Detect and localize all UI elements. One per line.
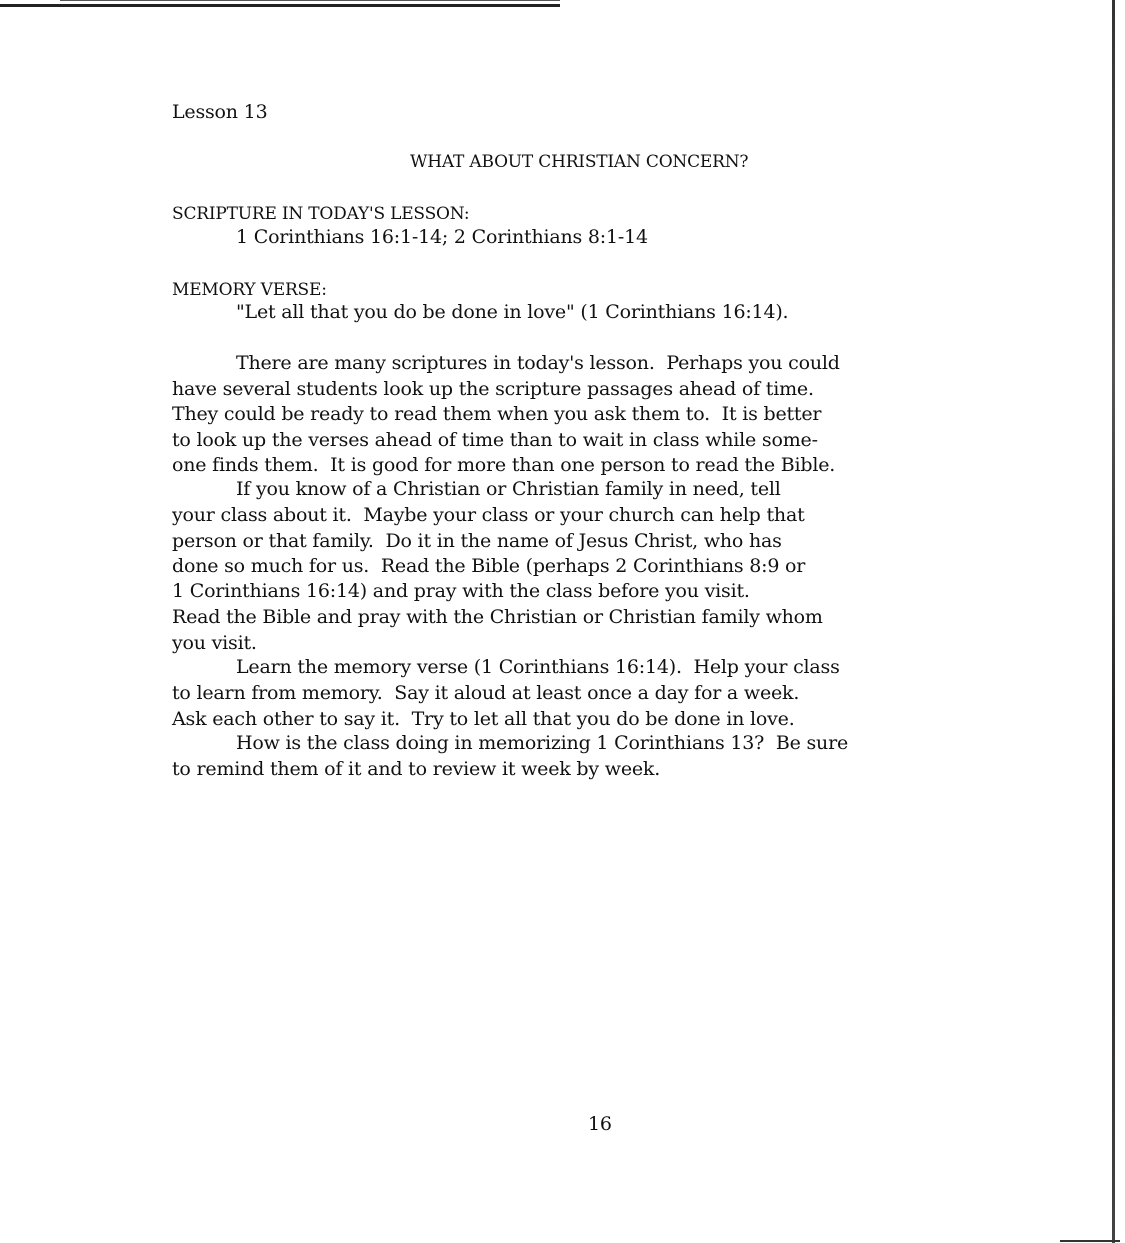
scripture-refs: 1 Corinthians 16:1-14; 2 Corinthians 8:1-14 — [236, 226, 648, 248]
scan-top-rule-thin — [60, 0, 560, 1]
body-line: have several students look up the scripture passages ahead of time. — [172, 378, 814, 400]
body-line: to look up the verses ahead of time than to wait in class while some- — [172, 429, 818, 451]
body-line: person or that family. Do it in the name of Jesus Christ, who has — [172, 530, 782, 552]
body-line: If you know of a Christian or Christian family in need, tell — [236, 478, 781, 500]
memory-verse: "Let all that you do be done in love" (1 Corinthians 16:14). — [236, 301, 789, 323]
body-line: your class about it. Maybe your class or your church can help that — [172, 504, 805, 526]
body-line: They could be ready to read them when you ask them to. It is better — [172, 403, 822, 425]
scan-bottom-rule — [1060, 1240, 1120, 1242]
page-number: 16 — [588, 1113, 612, 1135]
body-line: you visit. — [172, 632, 257, 654]
lesson-label: Lesson 13 — [172, 101, 268, 123]
body-line: done so much for us. Read the Bible (perhaps 2 Corinthians 8:9 or — [172, 555, 806, 577]
body-line: 1 Corinthians 16:14) and pray with the class before you visit. — [172, 580, 750, 602]
body-line: to learn from memory. Say it aloud at least once a day for a week. — [172, 682, 800, 704]
body-line: Read the Bible and pray with the Christian or Christian family whom — [172, 606, 823, 628]
body-line: There are many scriptures in today's lesson. Perhaps you could — [236, 352, 840, 374]
body-line: one finds them. It is good for more than one person to read the Bible. — [172, 454, 836, 476]
scripture-heading: SCRIPTURE IN TODAY'S LESSON: — [172, 204, 470, 224]
body-line: to remind them of it and to review it week by week. — [172, 758, 661, 780]
memory-heading: MEMORY VERSE: — [172, 280, 327, 300]
scan-right-edge — [1112, 0, 1115, 1243]
page-title: WHAT ABOUT CHRISTIAN CONCERN? — [410, 152, 749, 172]
body-line: Ask each other to say it. Try to let all that you do be done in love. — [172, 708, 795, 730]
scan-top-rule — [0, 4, 560, 7]
body-line: How is the class doing in memorizing 1 Corinthians 13? Be sure — [236, 732, 848, 754]
body-line: Learn the memory verse (1 Corinthians 16:14). Help your class — [236, 656, 840, 678]
